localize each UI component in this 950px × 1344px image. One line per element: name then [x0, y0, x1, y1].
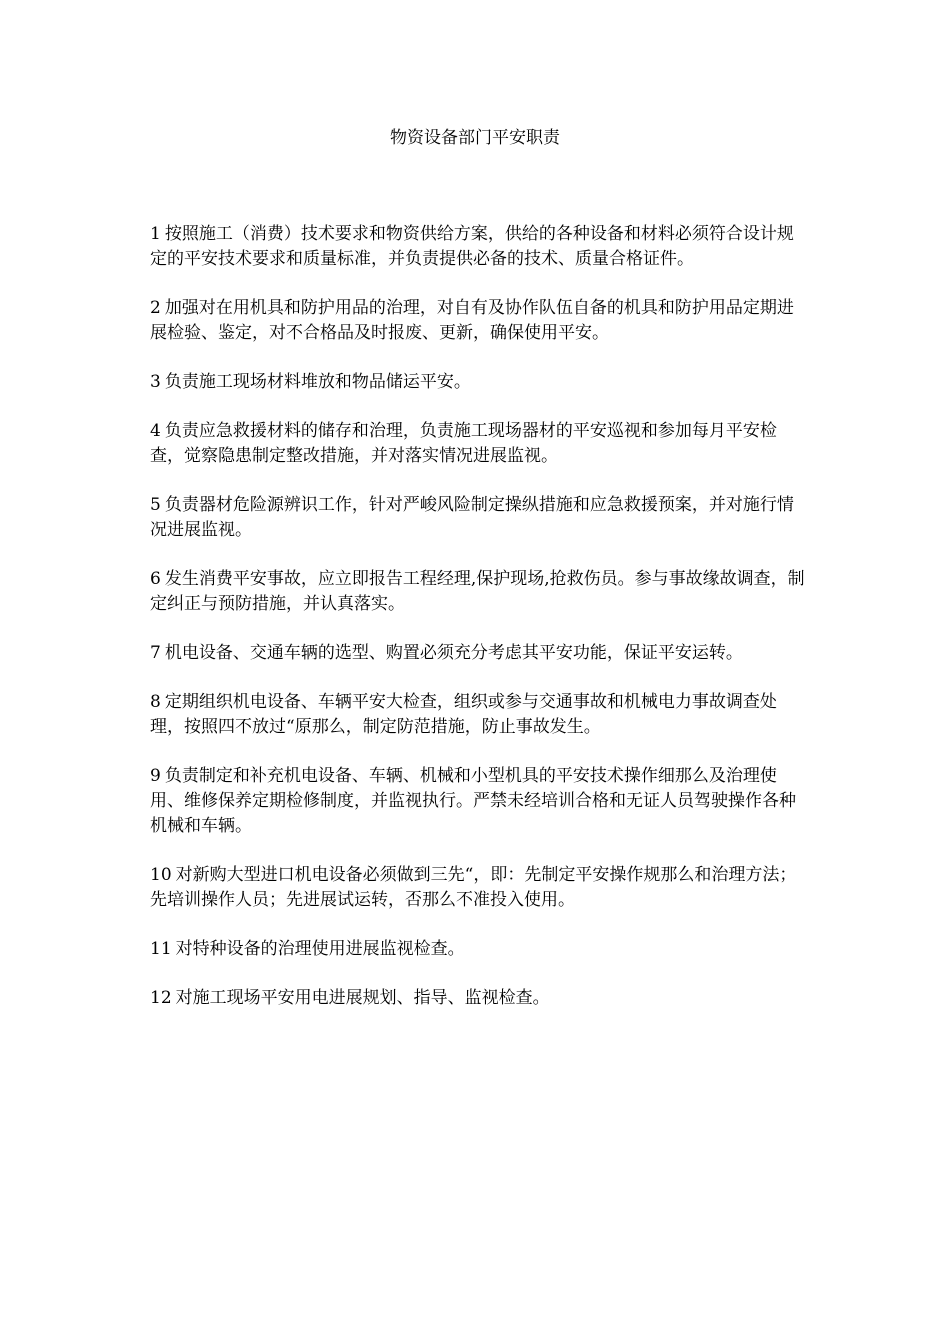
- item-number: 5: [150, 495, 161, 515]
- list-item: [150, 764, 805, 839]
- item-text: 按照施工（消费）技术要求和物资供给方案，供给的各种设备和材料必须符合设计规定的平安技术要求和质量标准，并负责提供必备的技术、质量合格证件。: [150, 224, 794, 269]
- item-text: 机电设备、交通车辆的选型、购置必须充分考虑其平安功能，保证平安运转。: [164, 643, 743, 663]
- list-item: [150, 222, 805, 272]
- item-number: 3: [150, 372, 161, 392]
- item-text: 定期组织机电设备、车辆平安大检查，组织或参与交通事故和机械电力事故调查处理，按照四不放过“原那么，制定防范措施，防止事故发生。: [150, 692, 777, 737]
- document-title: 物资设备部门平安职责: [390, 128, 560, 148]
- item-number: 2: [150, 298, 161, 318]
- item-text: 对施工现场平安用电进展规划、指导、监视检查。: [175, 988, 550, 1008]
- list-item: [150, 641, 805, 666]
- responsibility-list: [150, 222, 805, 1035]
- item-text: 负责制定和补充机电设备、车辆、机械和小型机具的平安技术操作细那么及治理使用、维修保养定期检修制度，并监视执行。严禁未经培训合格和无证人员驾驶操作各种机械和车辆。: [150, 766, 796, 836]
- list-item: [150, 937, 805, 962]
- item-number: 11: [150, 939, 172, 959]
- list-item: [150, 419, 805, 469]
- list-item: [150, 370, 805, 395]
- list-item: [150, 493, 805, 543]
- item-number: 6: [150, 569, 161, 589]
- item-number: 10: [150, 865, 172, 885]
- item-text: 负责施工现场材料堆放和物品储运平安。: [164, 372, 471, 392]
- list-item: [150, 986, 805, 1011]
- item-text: 负责应急救援材料的储存和治理，负责施工现场器材的平安巡视和参加每月平安检查，觉察隐患制定整改措施，并对落实情况进展监视。: [150, 421, 777, 466]
- item-text: 对特种设备的治理使用进展监视检查。: [175, 939, 465, 959]
- item-number: 7: [150, 643, 161, 663]
- item-number: 4: [150, 421, 161, 441]
- list-item: [150, 296, 805, 346]
- item-number: 8: [150, 692, 161, 712]
- list-item: [150, 690, 805, 740]
- item-number: 1: [150, 224, 161, 244]
- item-text: 加强对在用机具和防护用品的治理，对自有及协作队伍自备的机具和防护用品定期进展检验、鉴定，对不合格品及时报废、更新，确保使用平安。: [150, 298, 794, 343]
- item-text: 对新购大型进口机电设备必须做到三先“，即：先制定平安操作规那么和治理方法；先培训操作人员；先进展试运转，否那么不准投入使用。: [150, 865, 797, 910]
- list-item: [150, 567, 805, 617]
- item-number: 12: [150, 988, 172, 1008]
- item-number: 9: [150, 766, 161, 786]
- list-item: [150, 863, 805, 913]
- item-text: 负责器材危险源辨识工作，针对严峻风险制定操纵措施和应急救援预案，并对施行情况进展监视。: [150, 495, 794, 540]
- item-text: 发生消费平安事故，应立即报告工程经理,保护现场,抢救伤员。参与事故缘故调查，制定纠正与预防措施，并认真落实。: [150, 569, 805, 614]
